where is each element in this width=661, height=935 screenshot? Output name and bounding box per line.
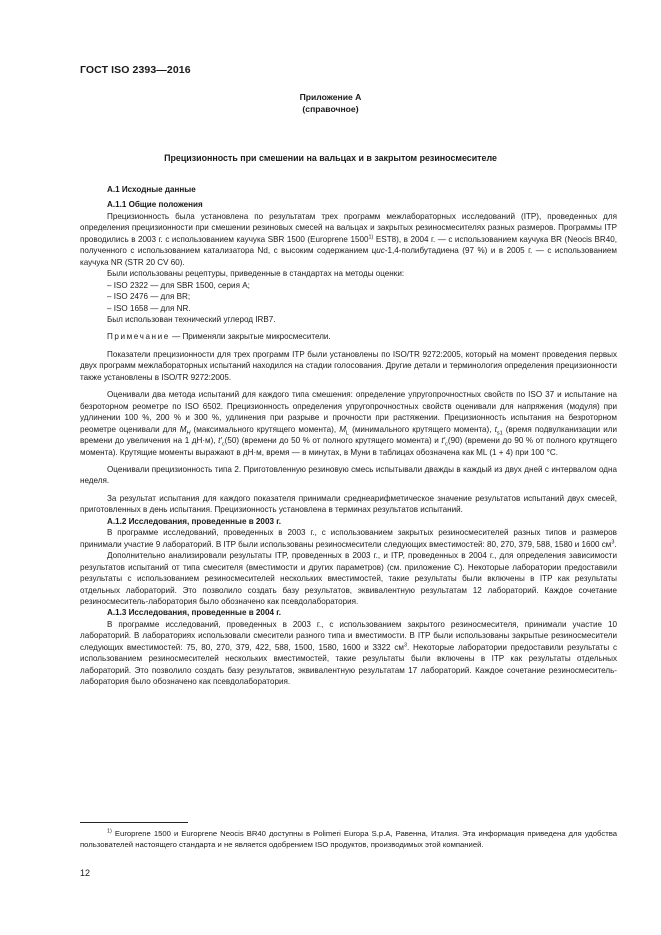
paragraph-10: В программе исследований, проведенных в 2003 г., с использованием закрытого резиносмесителя, принимали участие 10 лабораторий. В лабораториях использовали смесители разного типа и вместимости. В ITP были использованы закрытые резиносмесители следующих вместимостей: 75, 80, 270, 379, 422, 588, 1500, 1580, 1600 и 3322 $см^3$. Некоторые лаборатории предоставили результаты с использованием резиносмесителей нескольких вместимостей, такие результаты были включены в ITP как результаты отдельных лабораторий. Это позволило создать базу результатов, эквивалентную результатам 17 лабораторий. Каждое сочетание резиносмеситель-лаборатория было обозначено как псевдолаборатория.	[80, 619, 617, 687]
heading-a13: А.1.3 Исследования, проведенные в 2004 г.	[107, 608, 281, 618]
section-title: Прецизионность при смешении на вальцах и в закрытом резиносмесителе	[164, 153, 497, 163]
paragraph-7: За результат испытания для каждого показателя принимали среднеарифметическое значение результатов испытаний двух смесей, приготовленных в день испытания. Прецизионность установлена в терминах результатов испытаний.	[80, 493, 617, 515]
paragraph-3: Был использован технический углерод IRB7.	[107, 314, 276, 324]
paragraph-2: Были использованы рецептуры, приведенные в стандартах на методы оценки:	[107, 269, 405, 279]
paragraph-6: Оценивали прецизионность типа 2. Приготовленную резиновую смесь испытывали дважды в каждый из двух дней с интервалом одна неделя.	[80, 464, 617, 486]
page-number: 12	[80, 868, 91, 878]
heading-a1: А.1 Исходные данные	[107, 185, 196, 194]
paragraph-9: Дополнительно анализировали результаты ITP, проведенных в 2003 г., и ITP, проведенных в 2004 г., для определения зависимости результатов испытаний от типа смесителя (вместимости и других параметров) (см. приложение С). Некоторые лаборатории предоставили результаты с использованием резиносмесителей нескольких вместимостей, такие результаты были включены в ITP как результаты отдельных лабораторий. Это позволило создать базу результатов, эквивалентную результатам 12 лабораторий. Каждое сочетание резиносмеситель-лаборатория было обозначено как псевдолаборатория.	[80, 551, 617, 606]
annex-type: (справочное)	[302, 104, 359, 114]
paragraph-4: Показатели прецизионности для трех программ ITP были установлены по ISO/TR 9272:2005, который на момент проведения первых двух программ межлабораторных испытаний находился на стадии голосования. Другие детали и терминология определения прецизионности также установлены в ISO/TR 9272:2005.	[80, 349, 617, 382]
heading-a11: А.1.1 Общие положения	[107, 200, 203, 210]
note: Примечание — Применяли закрытые микросмесители.	[107, 332, 331, 342]
list-item: – ISO 1658 — для NR.	[107, 303, 191, 313]
main-text	[80, 184, 617, 688]
footnote-separator	[80, 822, 188, 823]
paragraph-8: В программе исследований, проведенных в 2003 г., с использованием закрытых резиносмесителей разных типов и размеров принимали участие 9 лабораторий. В ITP были использованы резиносмесители следующих вместимостей: 80, 270, 379, 588, 1580 и 1600 $см^3$.	[80, 528, 617, 549]
annex-title: Приложение А	[299, 92, 362, 102]
heading-a12: А.1.2 Исследования, проведенные в 2003 г.	[107, 516, 281, 526]
document-header: ГОСТ ISO 2393—2016	[80, 64, 191, 76]
list-item: – ISO 2476 — для BR;	[107, 292, 191, 302]
list-item: – ISO 2322 — для SBR 1500, серия А;	[107, 280, 250, 290]
paragraph-1: Прецизионность была установлена по результатам трех программ межлабораторных исследований (ITP), проведенных для определения прецизионности при смешении резиновых смесей на вальцах и закрытых резиносмесителях разных размеров. Программы ITP проводились в 2003 г. с использованием каучука SBR 1500 (Europrene 1500$^{1)}$ EST8), в 2004 г. — с использованием каучука BR (Neocis BR40, полученного с использованием катализатора Nd, с высоким содержанием цис-1,4-полибутадиена (97 %) и в 2005 г. — с использованием каучука NR (STR 20 CV 60).	[80, 211, 617, 267]
footnote: $^{1)}$ Europrene 1500 и Europrene Neocis BR40 доступны в Polimeri Europa S.p.A, Равенна, Италия. Эта информация приведена для удобства пользователей настоящего стандарта и не является одобрением ISO продуктов, производимых этой компанией.	[80, 828, 617, 849]
paragraph-5: Оценивали два метода испытаний для каждого типа смешения: определение упругопрочностных свойств по ISO 37 и испытание на безроторном реометре по ISO 6502. Прецизионность определения упругопрочностных свойств оценивали для напряжения (модуля) при удлинении 100 %, 200 % и 300 %, удлинения при разрыве и прочности при растяжении. Прецизионность испытания на безроторном реометре оценивали для $M_H$ (максимального крутящего момента), $M_L$ (минимального крутящего момента), $t_{s1}$ (время подвулканизации или времени до увеличения на 1 дН·м), $t'_c(50)$ (времени до 50 % от полного крутящего момента) и $t'_c(90)$ (времени до 90 % от полного крутящего момента). Крутящие моменты выражают в дН·м, время — в минутах, в Муни в таблицах обозначена как ML (1 + 4) при 100 °С.	[80, 390, 617, 457]
